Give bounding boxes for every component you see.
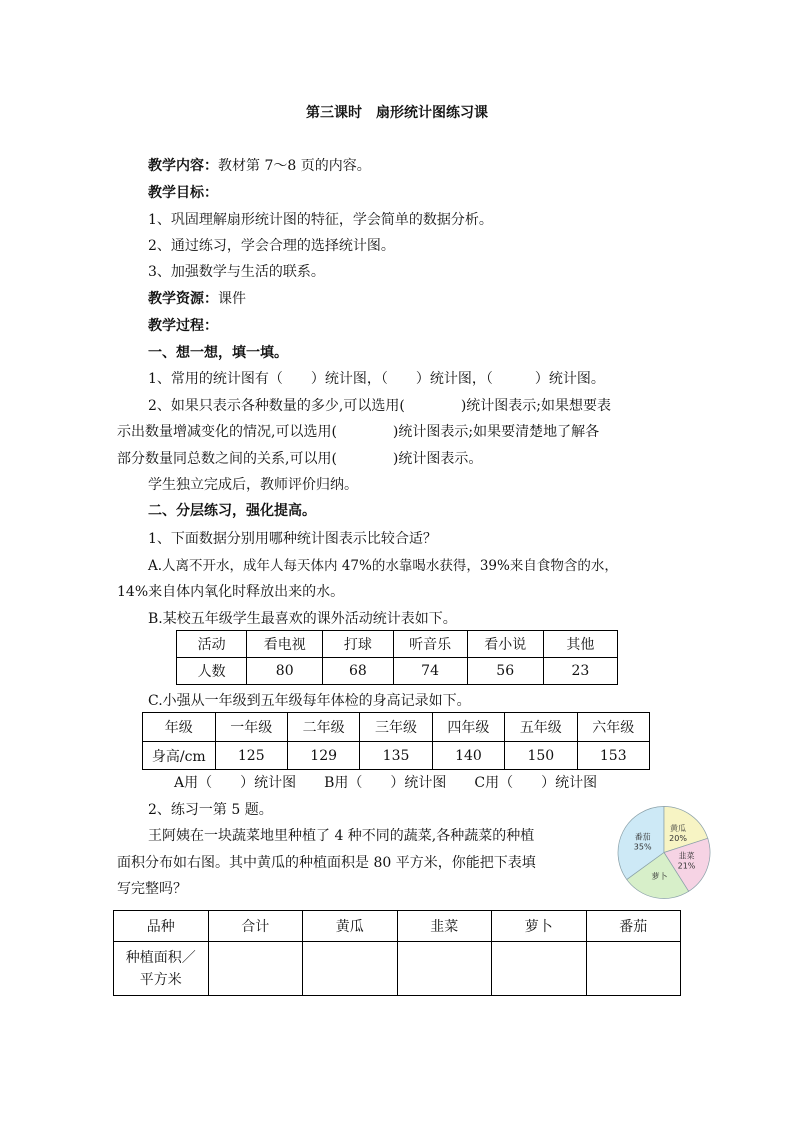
vegetable-pie-chart <box>610 805 718 900</box>
content-text: 教材第 7～8 页的内容。 <box>218 158 371 174</box>
s2-c: C.小强从一年级到五年级每年体检的身高记录如下。 <box>148 693 471 709</box>
table-cell: 129 <box>287 742 359 770</box>
table-cell: 74 <box>393 658 467 685</box>
table-cell: 150 <box>505 742 577 770</box>
table-cell: 68 <box>323 658 393 685</box>
pie-slice-name: 番茄 <box>634 832 651 842</box>
blank-cell[interactable] <box>492 942 587 996</box>
table-cell: 听音乐 <box>393 631 467 658</box>
table-row <box>177 631 618 658</box>
s2-a-line2: 14%来自体内氧化时释放出来的水。 <box>117 584 345 600</box>
goal-1: 1、巩固理解扇形统计图的特征，学会简单的数据分析。 <box>148 212 493 228</box>
s1-question-2-line3: 部分数量同总数之间的关系,可以用( )统计图表示。 <box>117 451 483 467</box>
s2-a-line1: A.人离不开水，成年人每天体内 47%的水靠喝水获得，39%来自食物含的水， <box>148 558 618 574</box>
section1-heading: 一、想一想，填一填。 <box>148 345 288 361</box>
pie-slice-percent: 21% <box>677 861 696 871</box>
s2-question-1: 1、下面数据分别用哪种统计图表示比较合适？ <box>148 531 437 547</box>
table-cell: 23 <box>543 658 617 685</box>
content-line <box>148 157 371 175</box>
table-row <box>177 658 618 685</box>
table-cell: 80 <box>247 658 323 685</box>
s2-b: B.某校五年级学生最喜欢的课外活动统计表如下。 <box>148 611 457 627</box>
blank-cell[interactable] <box>397 942 492 996</box>
table-cell: 三年级 <box>360 713 432 742</box>
table-cell: 135 <box>360 742 432 770</box>
table-cell: 看电视 <box>247 631 323 658</box>
blank-cell[interactable] <box>303 942 398 996</box>
goal-2: 2、通过练习，学会合理的选择统计图。 <box>148 238 395 254</box>
table-cell: 一年级 <box>215 713 287 742</box>
table-row <box>114 942 681 996</box>
table-cell: 打球 <box>323 631 393 658</box>
s2-question-2: 2、练习一第 5 题。 <box>148 802 273 818</box>
pie-slice-percent: 20% <box>669 834 687 844</box>
blank-cell[interactable] <box>586 942 681 996</box>
resource-label: 教学资源： <box>148 291 218 307</box>
page-title: 第三课时 扇形统计图练习课 <box>306 105 488 121</box>
table-cell: 萝卜 <box>492 911 587 942</box>
table-cell: 140 <box>432 742 504 770</box>
table-cell: 品种 <box>114 911 209 942</box>
pie-slice-name: 黄瓜 <box>670 824 687 834</box>
table-row <box>143 713 650 742</box>
s2-q2-line1: 王阿姨在一块蔬菜地里种植了 4 种不同的蔬菜,各种蔬菜的种植 <box>148 828 535 844</box>
table-cell: 五年级 <box>505 713 577 742</box>
table-cell: 二年级 <box>287 713 359 742</box>
planting-area-table <box>113 910 681 996</box>
table-cell: 56 <box>467 658 543 685</box>
s2-q2-line2: 面积分布如右图。其中黄瓜的种植面积是 80 平方米，你能把下表填 <box>117 855 536 871</box>
table-cell: 125 <box>215 742 287 770</box>
table-cell: 六年级 <box>577 713 649 742</box>
pie-slice-name: 韭菜 <box>678 851 695 861</box>
table-row <box>143 742 650 770</box>
table-row-label <box>114 942 209 996</box>
table-cell: 韭菜 <box>397 911 492 942</box>
table-cell: 人数 <box>177 658 247 685</box>
goal-3: 3、加强数学与生活的联系。 <box>148 264 325 280</box>
section2-heading: 二、分层练习，强化提高。 <box>148 503 316 519</box>
resource-line <box>148 290 246 308</box>
table-cell: 153 <box>577 742 649 770</box>
s1-question-2-line2: 示出数量增减变化的情况,可以选用( )统计图表示;如果要清楚地了解各 <box>117 424 600 440</box>
row-label-line1: 种植面积／ <box>125 949 196 966</box>
row-label-line2: 平方米 <box>139 971 182 988</box>
s2-q2-line3: 写完整吗？ <box>117 881 187 897</box>
s1-question-1: 1、常用的统计图有（ ）统计图，（ ）统计图，（ ）统计图。 <box>148 371 605 387</box>
table-row <box>114 911 681 942</box>
content-label: 教学内容： <box>148 158 218 174</box>
table-cell: 黄瓜 <box>303 911 398 942</box>
s1-question-2-line1: 2、如果只表示各种数量的多少,可以选用( )统计图表示;如果想要表 <box>148 398 611 414</box>
pie-slice-name: 萝卜 <box>651 872 668 881</box>
table-cell: 番茄 <box>586 911 681 942</box>
process-label: 教学过程： <box>148 318 218 334</box>
activity-table <box>176 630 618 685</box>
resource-text: 课件 <box>218 291 246 307</box>
table-cell: 身高/cm <box>143 742 216 770</box>
table-cell: 年级 <box>143 713 216 742</box>
table-cell: 看小说 <box>467 631 543 658</box>
table-cell: 其他 <box>543 631 617 658</box>
table-cell: 活动 <box>177 631 247 658</box>
table-cell: 四年级 <box>432 713 504 742</box>
table-cell: 合计 <box>208 911 303 942</box>
blank-cell[interactable] <box>208 942 303 996</box>
s1-note: 学生独立完成后，教师评价归纳。 <box>148 477 358 493</box>
goal-label: 教学目标： <box>148 185 218 201</box>
height-table <box>142 712 650 770</box>
s2-abc: A用（ ）统计图 B用（ ）统计图 C用（ ）统计图 <box>174 775 598 791</box>
pie-slice-percent: 35% <box>633 842 652 852</box>
